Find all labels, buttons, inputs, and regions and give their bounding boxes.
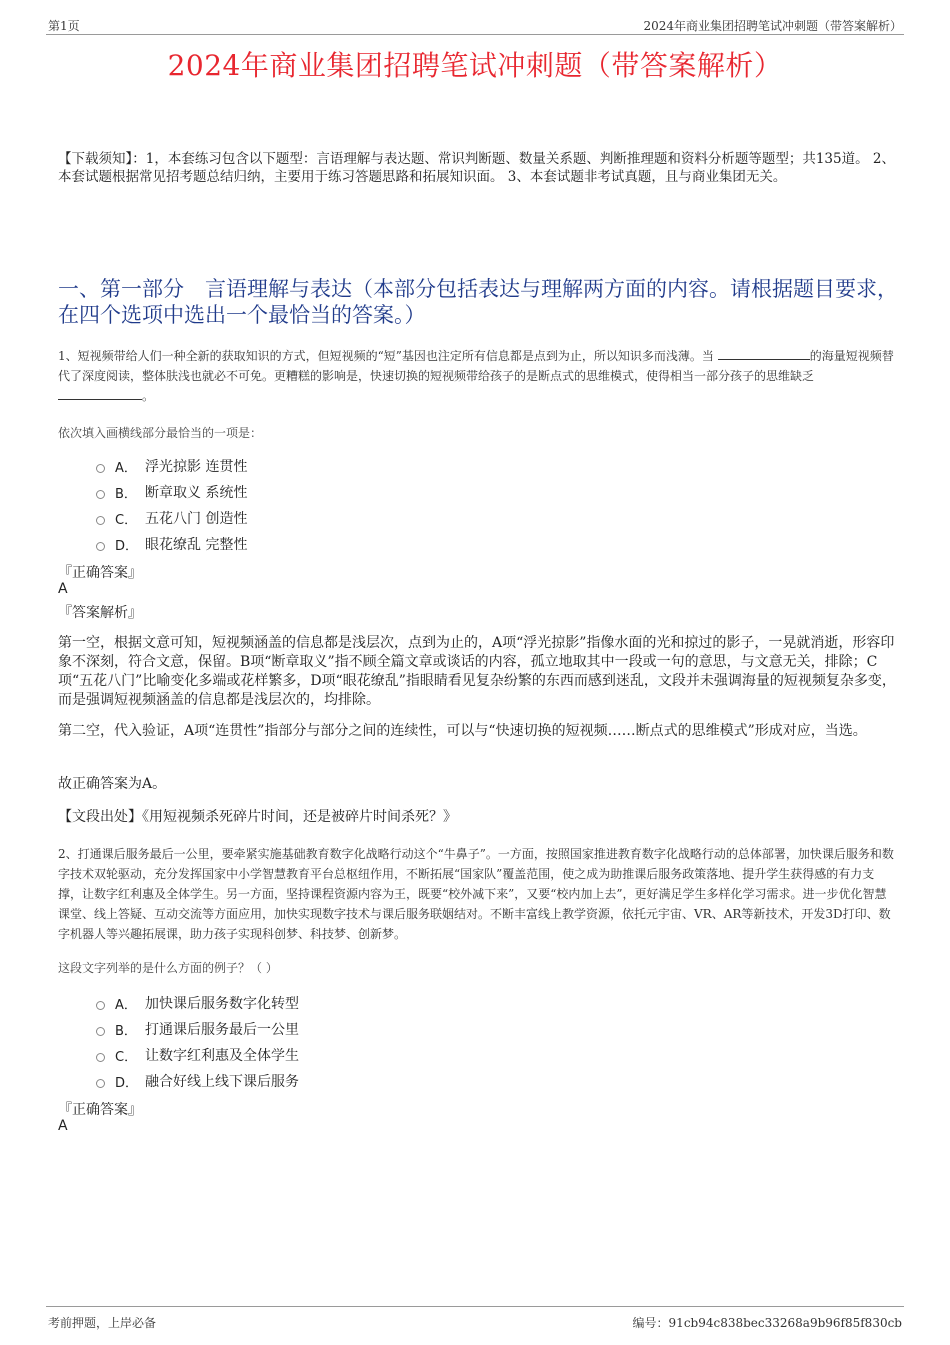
option-c[interactable]	[96, 505, 247, 531]
option-letter: D．	[115, 1075, 139, 1091]
option-b[interactable]	[96, 1016, 299, 1042]
option-letter: D．	[115, 538, 139, 554]
answer-value: A	[58, 581, 68, 597]
answer-label: 『正确答案』	[58, 565, 142, 581]
option-d[interactable]	[96, 1068, 299, 1094]
radio-icon[interactable]	[96, 1027, 105, 1036]
answer-value: A	[58, 1118, 68, 1134]
question-2-text: 2、打通课后服务最后一公里，要牵紧实施基础教育数字化战略行动这个“牛鼻子”。一方面，按照国家推进教育数字化战略行动的总体部署，加快课后服务和数字技术双轮驱动，充分发挥国家中小学智慧教育平台总枢纽作用，不断拓展“国家队”覆盖范围，使之成为助推课后服务政策落地、提升学生获得感的有力支撑，让数字红利惠及全体学生。另一方面，坚持课程资源内容为王，既要“校外减下来”，又要“校内加上去”，更好满足学生多样化学习需求。进一步优化智慧课堂、线上答疑、互动交流等方面应用，加快实现数字技术与课后服务联姻结对。不断丰富线上教学资源，依托元宇宙、VR、AR等新技术，开发3D打印、数字机器人等兴趣拓展课，助力孩子实现科创梦、科技梦、创新梦。	[58, 847, 894, 941]
fill-blank-2	[58, 387, 142, 400]
option-text: 融合好线上线下课后服务	[145, 1074, 299, 1090]
radio-icon[interactable]	[96, 1053, 105, 1062]
page-header	[46, 16, 904, 35]
answer-label: 『正确答案』	[58, 1102, 142, 1118]
page-number: 第1页	[48, 19, 80, 33]
option-letter: B．	[115, 486, 137, 502]
option-letter: C．	[115, 512, 138, 528]
option-text: 打通课后服务最后一公里	[145, 1022, 299, 1038]
question-2-options	[96, 990, 299, 1094]
download-notice: 【下载须知】：1，本套练习包含以下题型：言语理解与表达题、常识判断题、数量关系题、判断推理题和资料分析题等题型；共135道。 2、本套试题根据常见招考题总结归纳，主要用于练习答题思路和拓展知识面。 3、本套试题非考试真题，且与商业集团无关。	[58, 151, 895, 185]
question-1-text-part-2: 的海量短视频替代了深度阅读，整体肤浅也就必不可免。更糟糕的影响是，快速切换的短视频带给孩子的是断点式的思维模式，使得相当一部分孩子的思维缺乏	[58, 349, 894, 383]
question-1-text-part-3: 。	[142, 389, 155, 403]
section-heading: 一、第一部分 言语理解与表达（本部分包括表达与理解两方面的内容。请根据题目要求，在四个选项中选出一个最恰当的答案。）	[58, 277, 898, 327]
option-text: 断章取义 系统性	[145, 485, 248, 501]
question-1-text	[58, 346, 898, 406]
radio-icon[interactable]	[96, 542, 105, 551]
option-letter: C．	[115, 1049, 138, 1065]
radio-icon[interactable]	[96, 1001, 105, 1010]
option-text: 加快课后服务数字化转型	[145, 996, 299, 1012]
option-a[interactable]	[96, 453, 247, 479]
radio-icon[interactable]	[96, 490, 105, 499]
option-letter: B．	[115, 1023, 137, 1039]
option-text: 让数字红利惠及全体学生	[145, 1048, 299, 1064]
option-b[interactable]	[96, 479, 247, 505]
analysis-paragraph-1: 第一空，根据文意可知，短视频涵盖的信息都是浅层次，点到为止的，A项“浮光掠影”指像水面的光和掠过的影子，一晃就消逝，形容印象不深刻，符合文意，保留。B项“断章取义”指不顾全篇文章或谈话的内容，孤立地取其中一段或一句的意思，与文意无关，排除；C项“五花八门”比喻变化多端或花样繁多，D项“眼花缭乱”指眼睛看见复杂纷繁的东西而感到迷乱，文段并未强调海量的短视频复杂多变，而是强调短视频涵盖的信息都是浅层次的，均排除。	[58, 635, 896, 708]
option-text: 浮光掠影 连贯性	[145, 459, 248, 475]
radio-icon[interactable]	[96, 1079, 105, 1088]
document-code: 编号：91cb94c838bec33268a9b96f85f830cb	[632, 1316, 902, 1330]
option-a[interactable]	[96, 990, 299, 1016]
radio-icon[interactable]	[96, 464, 105, 473]
option-letter: A．	[115, 997, 137, 1013]
analysis-conclusion: 故正确答案为A。	[58, 776, 167, 792]
passage-source: 【文段出处】《用短视频杀死碎片时间，还是被碎片时间杀死？》	[58, 809, 457, 825]
option-text: 五花八门 创造性	[145, 511, 248, 527]
analysis-label: 『答案解析』	[58, 605, 142, 621]
option-d[interactable]	[96, 531, 247, 557]
page-footer	[46, 1306, 904, 1331]
question-2-prompt: 这段文字列举的是什么方面的例子？（ ）	[58, 961, 278, 975]
document-title: 2024年商业集团招聘笔试冲刺题（带答案解析）	[167, 49, 783, 82]
radio-icon[interactable]	[96, 516, 105, 525]
option-text: 眼花缭乱 完整性	[145, 537, 248, 553]
footer-slogan: 考前押题，上岸必备	[48, 1316, 157, 1330]
analysis-paragraph-2: 第二空，代入验证，A项“连贯性”指部分与部分之间的连续性，可以与“快速切换的短视频……断点式的思维模式”形成对应，当选。	[58, 723, 867, 739]
header-doc-name: 2024年商业集团招聘笔试冲刺题（带答案解析）	[643, 19, 902, 33]
option-c[interactable]	[96, 1042, 299, 1068]
question-1-options	[96, 453, 247, 557]
question-1-prompt: 依次填入画横线部分最恰当的一项是：	[58, 426, 263, 440]
option-letter: A．	[115, 460, 137, 476]
question-1-text-part-1: 1、短视频带给人们一种全新的获取知识的方式，但短视频的“短”基因也注定所有信息都是点到为止，所以知识多而浅薄。当	[58, 349, 714, 363]
fill-blank-1	[718, 347, 810, 360]
